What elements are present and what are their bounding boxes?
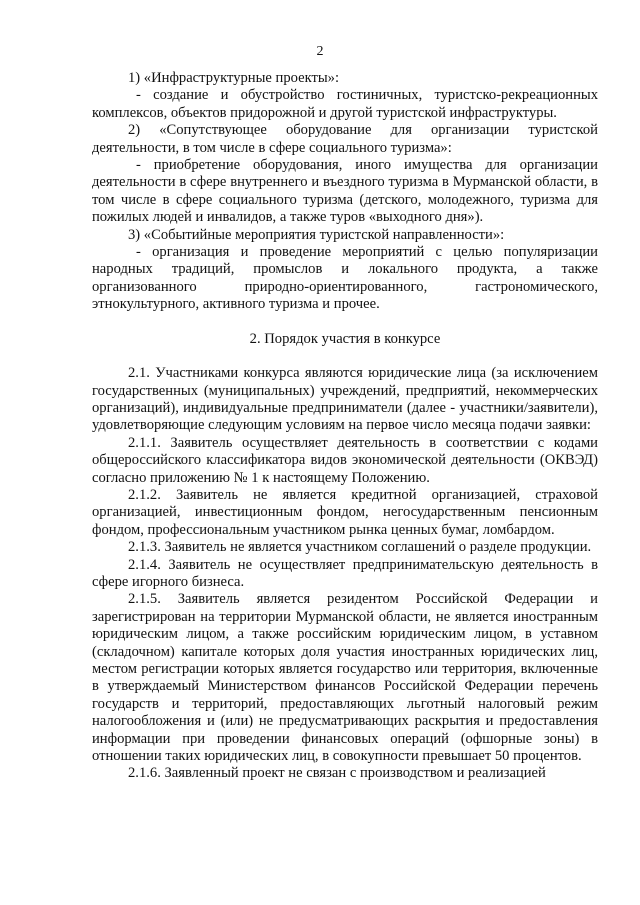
paragraph: 2.1.6. Заявленный проект не связан с производством и реализацией xyxy=(128,765,546,782)
paragraph: 2.1. Участниками конкурса являются юридические лица (за исключением государственных (муниципальных) учреждений, предприятий, некоммерческих организаций), индивидуальные предприниматели (далее - участники/заявители), удовлетворяющие следующим условиям на первое число месяца подачи заявки: xyxy=(92,365,598,434)
paragraph: 1) «Инфраструктурные проекты»: xyxy=(128,70,340,86)
paragraph: - приобретение оборудования, иного имущества для организации деятельности в сфере внутреннего и въездного туризма в Мурманской области, в том числе в сфере социального туризма (детского, молодежного, туризма для пожилых людей и инвалидов, а также туров «выходного дня»). xyxy=(92,157,598,226)
section-heading: 2. Порядок участия в конкурсе xyxy=(249,330,441,347)
paragraph: 2) «Сопутствующее оборудование для организации туристской деятельности, в том числе в сфере социального туризма»: xyxy=(92,122,598,156)
paragraph: 2.1.3. Заявитель не является участником соглашений о разделе продукции. xyxy=(128,539,592,556)
paragraph: - создание и обустройство гостиничных, туристско-рекреационных комплексов, объектов придорожной и другой туристской инфраструктуры. xyxy=(92,87,598,121)
paragraph: 3) «Событийные мероприятия туристской направленности»: xyxy=(128,226,505,243)
paragraph: 2.1.5. Заявитель является резидентом Российской Федерации и зарегистрирован на территории Мурманской области, не является иностранным юридическим лицом, а также российским юридическим лицом, в уставном (складочном) капитале которых доля участия иностранных юридических лиц, местом регистрации которых является государство или территория, включенные в утверждаемый Министерством финансов Российской Федерации перечень государств и территорий, предоставляющих льготный налоговый режим налогообложения и (или) не предусматривающих раскрытия и предоставления информации при проведении финансовых операций (офшорные зоны) в отношении таких юридических лиц, в совокупности превышает 50 процентов. xyxy=(92,591,598,765)
paragraph: 2.1.1. Заявитель осуществляет деятельность в соответствии с кодами общероссийского классификатора видов экономической деятельности (ОКВЭД) согласно приложению № 1 к настоящему Положению. xyxy=(92,434,598,486)
paragraph: - организация и проведение мероприятий с целью популяризации народных традиций, промыслов и локального продукта, а также организованного природно-ориентированного, гастрономического, этнокультурного, активного туризма и прочее. xyxy=(92,244,598,313)
paragraph: 2.1.4. Заявитель не осуществляет предпринимательскую деятельность в сфере игорного бизнеса. xyxy=(92,556,598,590)
paragraph: 2.1.2. Заявитель не является кредитной организацией, страховой организацией, инвестиционным фондом, негосударственным пенсионным фондом, профессиональным участником рынка ценных бумаг, ломбардом. xyxy=(92,486,598,538)
document-body xyxy=(92,70,598,783)
page-number: 2 xyxy=(316,44,324,59)
